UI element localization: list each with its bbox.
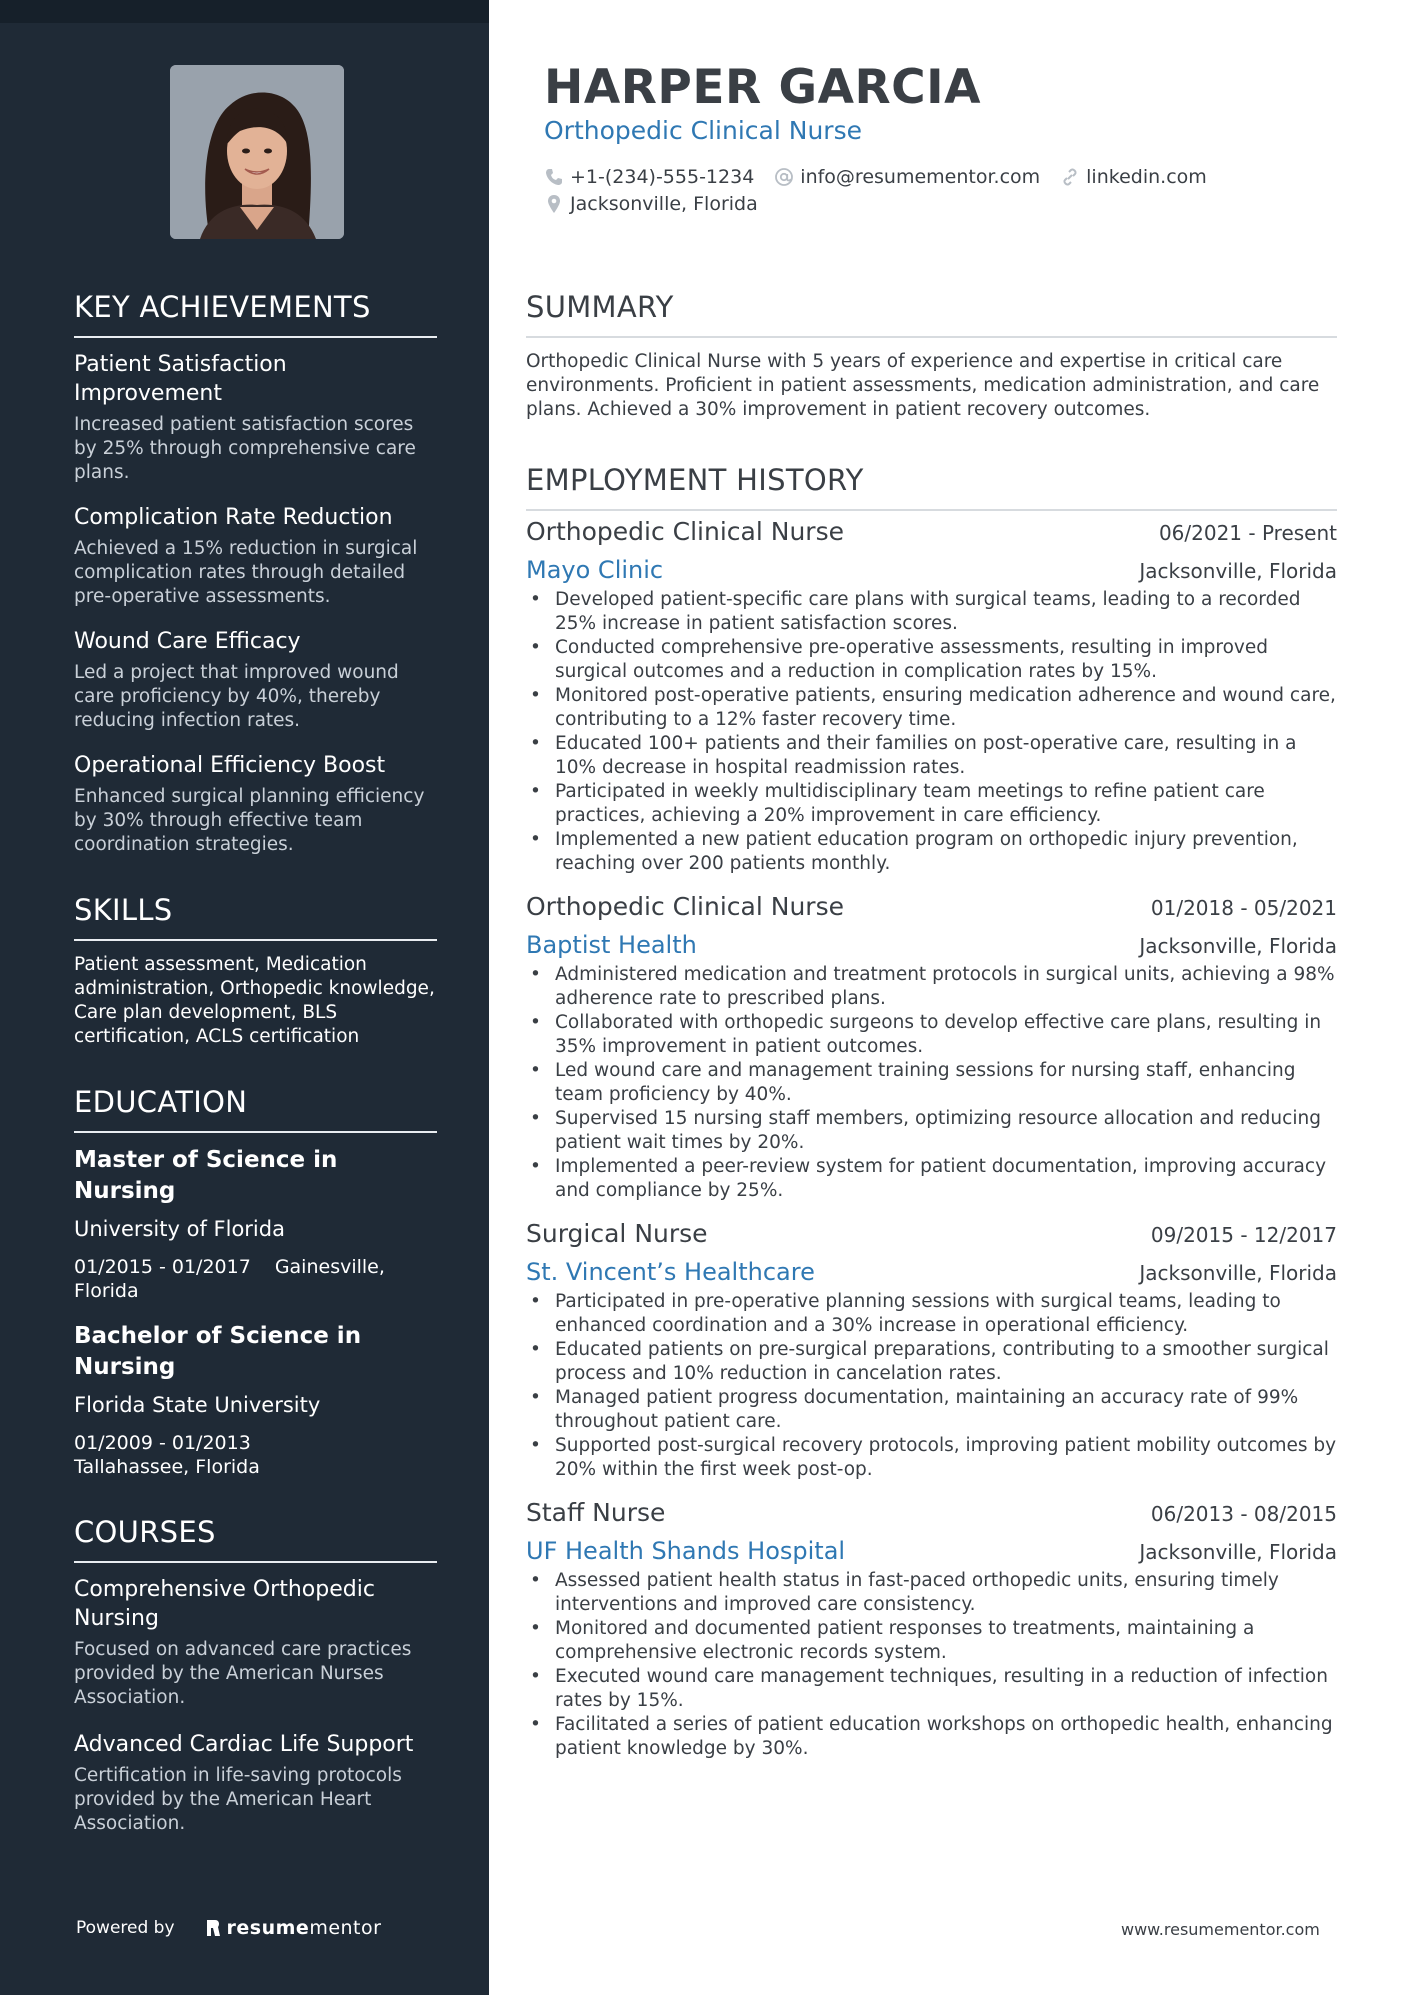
at-icon xyxy=(774,167,794,187)
job-bullets xyxy=(526,963,1337,1203)
job-bullet: • Supported post-surgical recovery protocols, improving patient mobility outcomes by 20% within the first week post-op. xyxy=(526,1434,1337,1482)
link-icon xyxy=(1060,167,1080,187)
education-degree: Bachelor of Science in Nursing xyxy=(74,1323,362,1380)
job-bullet: • Assessed patient health status in fast-paced orthopedic units, ensuring timely interventions and improved care consistency. xyxy=(526,1569,1337,1617)
job-bullet: • Supervised 15 nursing staff members, optimizing resource allocation and reducing patient wait times by 20%. xyxy=(526,1107,1337,1155)
achievements-heading: KEY ACHIEVEMENTS xyxy=(74,290,437,338)
skills-heading: SKILLS xyxy=(74,893,437,941)
phone-text: +1-(234)-555-1234 xyxy=(570,165,755,188)
course-title: Advanced Cardiac Life Support xyxy=(74,1732,414,1757)
courses-heading: COURSES xyxy=(74,1515,437,1563)
achievement-desc: Achieved a 15% reduction in surgical complication rates through detailed pre-operative assessments. xyxy=(74,538,418,607)
job-dates: 06/2021 - Present xyxy=(1158,521,1337,545)
job-bullet: • Participated in weekly multidisciplinary team meetings to refine patient care practices, achieving a 20% improvement in care efficiency. xyxy=(526,780,1337,828)
course-desc: Certification in life-saving protocols provided by the American Heart Association. xyxy=(74,1765,402,1834)
achievement-title: Complication Rate Reduction xyxy=(74,505,393,530)
powered-by xyxy=(76,1917,381,1939)
achievement-title: Wound Care Efficacy xyxy=(74,629,301,654)
resumementor-logo-icon xyxy=(205,1918,221,1938)
job-entry xyxy=(526,1498,1337,1761)
footer-website[interactable]: www.resumementor.com xyxy=(1121,1920,1320,1939)
achievement-item xyxy=(74,503,437,609)
job-entry xyxy=(526,892,1337,1203)
job-entry xyxy=(526,517,1337,876)
achievement-title: Operational Efficiency Boost xyxy=(74,753,386,778)
education-meta xyxy=(74,1431,437,1479)
resumementor-logo[interactable] xyxy=(205,1917,382,1939)
achievement-desc: Led a project that improved wound care proficiency by 40%, thereby reducing infection rates. xyxy=(74,662,399,731)
job-bullet: • Executed wound care management techniques, resulting in a reduction of infection rates by 15%. xyxy=(526,1665,1337,1713)
sidebar xyxy=(0,0,489,1995)
education-meta xyxy=(74,1255,437,1303)
contact-linkedin[interactable] xyxy=(1060,166,1207,188)
job-role: Orthopedic Clinical Nurse xyxy=(526,517,844,546)
job-bullet: • Developed patient-specific care plans with surgical teams, leading to a recorded 25% increase in patient satisfaction scores. xyxy=(526,588,1337,636)
achievements-section xyxy=(74,290,437,857)
candidate-title: Orthopedic Clinical Nurse xyxy=(544,116,862,145)
education-section xyxy=(74,1085,437,1479)
job-bullet: • Participated in pre-operative planning sessions with surgical teams, leading to enhanced coordination and a 30% increase in operational efficiency. xyxy=(526,1290,1337,1338)
job-location: Jacksonville, Florida xyxy=(1139,559,1337,583)
job-location: Jacksonville, Florida xyxy=(1139,934,1337,958)
education-location: Tallahassee, Florida xyxy=(74,1456,260,1478)
education-degree: Master of Science in Nursing xyxy=(74,1147,338,1204)
job-bullet: • Monitored and documented patient responses to treatments, maintaining a comprehensive electronic records system. xyxy=(526,1617,1337,1665)
contact-location xyxy=(544,193,758,215)
job-bullets xyxy=(526,1290,1337,1482)
job-bullets xyxy=(526,1569,1337,1761)
job-entry xyxy=(526,1219,1337,1482)
job-bullet: • Led wound care and management training sessions for nursing staff, enhancing team proficiency by 40%. xyxy=(526,1059,1337,1107)
job-bullet: • Conducted comprehensive pre-operative assessments, resulting in improved surgical outcomes and a reduction in complication rates by 15%. xyxy=(526,636,1337,684)
education-school: University of Florida xyxy=(74,1217,285,1241)
contact-info xyxy=(544,163,1324,217)
course-item xyxy=(74,1730,437,1836)
job-role: Surgical Nurse xyxy=(526,1219,708,1248)
job-dates: 09/2015 - 12/2017 xyxy=(1150,1223,1337,1247)
summary-text: Orthopedic Clinical Nurse with 5 years of experience and expertise in critical care environments. Proficient in patient assessments, medication administration, and care plans. Achieved a 30% improvement in patient recovery outcomes. xyxy=(526,351,1320,420)
education-item xyxy=(74,1321,437,1479)
email-text: info@resumementor.com xyxy=(800,165,1041,188)
contact-row xyxy=(544,163,1324,190)
job-bullet: • Managed patient progress documentation, maintaining an accuracy rate of 99% throughout patient care. xyxy=(526,1386,1337,1434)
brand-light: mentor xyxy=(309,1917,382,1939)
job-location: Jacksonville, Florida xyxy=(1139,1540,1337,1564)
education-dates: 01/2009 - 01/2013 xyxy=(74,1432,251,1454)
profile-photo xyxy=(170,65,344,239)
location-text: Jacksonville, Florida xyxy=(570,192,758,215)
contact-row xyxy=(544,190,1324,217)
contact-phone[interactable] xyxy=(544,166,754,188)
job-bullet: • Facilitated a series of patient education workshops on orthopedic health, enhancing patient knowledge by 30%. xyxy=(526,1713,1337,1761)
skills-list: Patient assessment, Medication administration, Orthopedic knowledge, Care plan development, BLS certification, ACLS certification xyxy=(74,954,435,1047)
course-desc: Focused on advanced care practices provided by the American Nurses Association. xyxy=(74,1639,412,1708)
candidate-name: HARPER GARCIA xyxy=(544,60,982,115)
employment-heading: EMPLOYMENT HISTORY xyxy=(526,463,1337,511)
education-location: Gainesville, Florida xyxy=(74,1256,385,1302)
course-item xyxy=(74,1575,437,1710)
course-title: Comprehensive Orthopedic Nursing xyxy=(74,1577,375,1631)
job-bullet: • Administered medication and treatment protocols in surgical units, achieving a 98% adherence rate to prescribed plans. xyxy=(526,963,1337,1011)
brand-bold: resume xyxy=(226,1917,310,1939)
achievement-item xyxy=(74,350,437,485)
phone-icon xyxy=(544,167,564,187)
job-dates: 01/2018 - 05/2021 xyxy=(1150,896,1337,920)
courses-section xyxy=(74,1515,437,1836)
job-bullet: • Educated 100+ patients and their families on post-operative care, resulting in a 10% decrease in hospital readmission rates. xyxy=(526,732,1337,780)
job-company: St. Vincent’s Healthcare xyxy=(526,1258,815,1286)
contact-email[interactable] xyxy=(774,166,1040,188)
education-heading: EDUCATION xyxy=(74,1085,437,1133)
job-bullet: • Monitored post-operative patients, ensuring medication adherence and wound care, contributing to a 12% faster recovery time. xyxy=(526,684,1337,732)
job-role: Staff Nurse xyxy=(526,1498,666,1527)
achievement-desc: Increased patient satisfaction scores by 25% through comprehensive care plans. xyxy=(74,414,416,483)
job-location: Jacksonville, Florida xyxy=(1139,1261,1337,1285)
job-company: Mayo Clinic xyxy=(526,556,664,584)
achievement-desc: Enhanced surgical planning efficiency by 30% through effective team coordination strategies. xyxy=(74,786,425,855)
achievement-item xyxy=(74,751,437,857)
sidebar-top-bar xyxy=(0,0,489,23)
job-dates: 06/2013 - 08/2015 xyxy=(1150,1502,1337,1526)
job-bullet: • Implemented a peer-review system for patient documentation, improving accuracy and compliance by 25%. xyxy=(526,1155,1337,1203)
summary-heading: SUMMARY xyxy=(526,290,1337,338)
education-dates: 01/2015 - 01/2017 xyxy=(74,1256,251,1278)
employment-list xyxy=(526,517,1337,1777)
job-bullet: • Implemented a new patient education program on orthopedic injury prevention, reaching over 200 patients monthly. xyxy=(526,828,1337,876)
job-bullet: • Educated patients on pre-surgical preparations, contributing to a smoother surgical process and 10% reduction in cancelation rates. xyxy=(526,1338,1337,1386)
sidebar-content xyxy=(74,290,437,1872)
education-school: Florida State University xyxy=(74,1393,321,1417)
job-bullets xyxy=(526,588,1337,876)
job-role: Orthopedic Clinical Nurse xyxy=(526,892,844,921)
education-item xyxy=(74,1145,437,1303)
job-bullet: • Collaborated with orthopedic surgeons to develop effective care plans, resulting in 35% improvement in patient outcomes. xyxy=(526,1011,1337,1059)
job-company: Baptist Health xyxy=(526,931,697,959)
powered-by-label: Powered by xyxy=(76,1918,175,1938)
achievement-item xyxy=(74,627,437,733)
achievement-title: Patient Satisfaction Improvement xyxy=(74,352,287,406)
linkedin-text: linkedin.com xyxy=(1086,165,1207,188)
skills-section xyxy=(74,893,437,1049)
location-pin-icon xyxy=(544,194,564,214)
job-company: UF Health Shands Hospital xyxy=(526,1537,846,1565)
